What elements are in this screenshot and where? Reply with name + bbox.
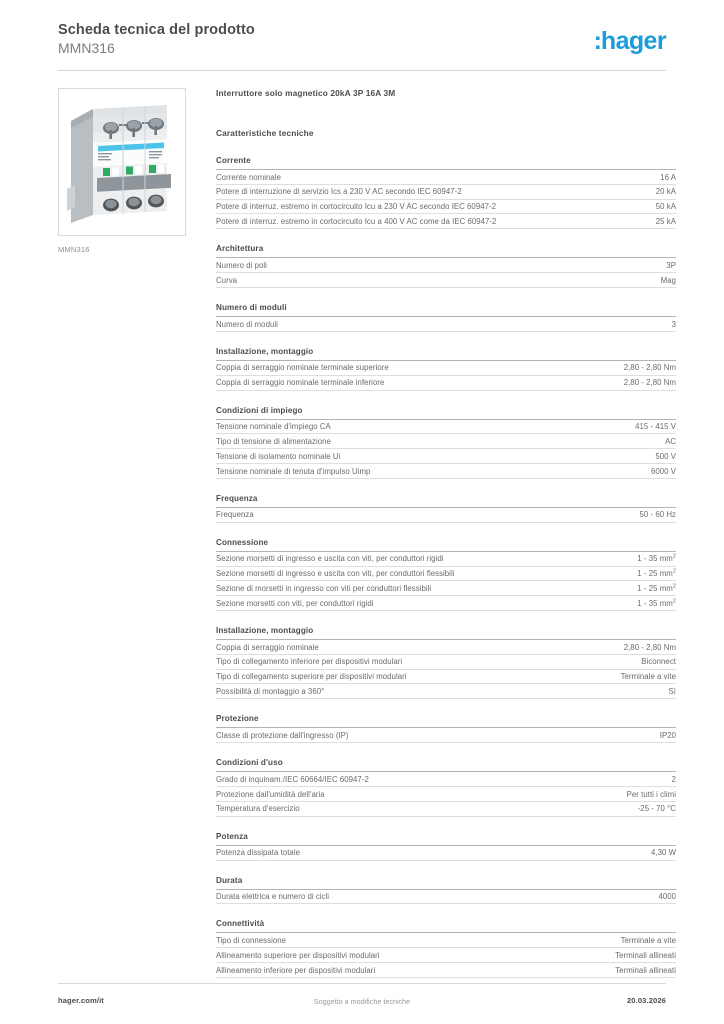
spec-value: Terminali allineati [547, 963, 676, 978]
spec-label: Curva [216, 273, 547, 288]
spec-label: Corrente nominale [216, 170, 547, 184]
spec-groups [216, 156, 676, 978]
spec-value: Terminale a vite [547, 669, 676, 684]
table-row [216, 184, 676, 199]
table-row [216, 566, 676, 581]
table-row [216, 772, 676, 786]
spec-label: Coppia di serraggio nominale [216, 640, 547, 654]
table-row [216, 787, 676, 802]
spec-table [216, 317, 676, 332]
table-row [216, 684, 676, 699]
spec-label: Numero di poli [216, 258, 547, 272]
logo-wordmark: hager [600, 27, 666, 55]
spec-table [216, 772, 676, 816]
spec-value: Biconnect [547, 654, 676, 669]
spec-value: 2,80 - 2,80 Nm [547, 640, 676, 654]
table-row [216, 552, 676, 566]
spec-value: 2,80 - 2,80 Nm [547, 361, 676, 375]
spec-group [216, 626, 676, 699]
spec-label: Classe di protezione dall'ingresso (IP) [216, 728, 547, 742]
table-row [216, 214, 676, 229]
spec-value: 1 - 25 $mm^2$ [547, 581, 676, 596]
table-row [216, 273, 676, 288]
spec-label: Allineamento superiore per dispositivi modulari [216, 948, 547, 963]
spec-group-title: Corrente [216, 156, 676, 170]
spec-group [216, 832, 676, 861]
spec-value: 500 V [547, 449, 676, 464]
product-reference: MMN316 [58, 40, 115, 56]
spec-label: Sezione morsetti con viti, per conduttori rigidi [216, 596, 547, 611]
title-block [58, 22, 255, 57]
spec-table [216, 890, 676, 905]
spec-group-title: Connettività [216, 919, 676, 933]
spec-label: Grado di inquinam./IEC 60664/IEC 60947-2 [216, 772, 547, 786]
spec-value: 3 [547, 317, 676, 331]
spec-value: 4000 [547, 890, 676, 904]
table-row [216, 581, 676, 596]
spec-group-title: Protezione [216, 714, 676, 728]
spec-label: Coppia di serraggio nominale terminale superiore [216, 361, 547, 375]
spec-label: Frequenza [216, 508, 547, 522]
spec-value: 25 kA [547, 214, 676, 229]
spec-label: Potere di interruzione di servizio Ics a 230 V AC secondo IEC 60947-2 [216, 184, 547, 199]
spec-content [216, 88, 676, 993]
spec-group [216, 406, 676, 479]
table-row [216, 640, 676, 654]
spec-label: Temperatura d'esercizio [216, 801, 547, 816]
spec-label: Potere di interruz. estremo in cortocircuito Icu a 230 V AC secondo IEC 60947-2 [216, 199, 547, 214]
spec-label: Tensione di isolamento nominale Ui [216, 449, 547, 464]
table-row [216, 317, 676, 331]
spec-table [216, 933, 676, 977]
footer-date: 20.03.2026 [626, 996, 666, 1005]
spec-group [216, 494, 676, 523]
spec-label: Tensione nominale di tenuta d'impulso Uimp [216, 464, 547, 479]
table-row [216, 948, 676, 963]
spec-label: Numero di moduli [216, 317, 547, 331]
table-row [216, 508, 676, 522]
table-row [216, 258, 676, 272]
spec-value: 2,80 - 2,80 Nm [547, 375, 676, 390]
spec-value: 16 A [547, 170, 676, 184]
spec-group-title: Numero di moduli [216, 303, 676, 317]
table-row [216, 846, 676, 860]
spec-group-title: Condizioni di impiego [216, 406, 676, 420]
spec-group-title: Condizioni d'uso [216, 758, 676, 772]
product-image-caption: MMN316 [58, 245, 90, 254]
spec-value: -25 - 70 °C [547, 801, 676, 816]
spec-table [216, 552, 676, 611]
spec-group-title: Frequenza [216, 494, 676, 508]
superscript-two: 2 [672, 553, 676, 560]
spec-label: Tipo di collegamento inferiore per dispositivi modulari [216, 654, 547, 669]
spec-label: Potere di interruz. estremo in cortocircuito Icu a 400 V AC come da IEC 60947-2 [216, 214, 547, 229]
footer-divider [58, 983, 666, 984]
spec-value: 3P [547, 258, 676, 272]
spec-group-title: Connessione [216, 538, 676, 552]
spec-label: Tipo di connessione [216, 933, 547, 947]
spec-value: Sì [547, 684, 676, 699]
spec-label: Sezione morsetti di ingresso e uscita con viti, per conduttori flessibili [216, 566, 547, 581]
page-footer [58, 996, 666, 1010]
header-divider [58, 70, 666, 71]
spec-table [216, 170, 676, 229]
table-row [216, 434, 676, 449]
table-row [216, 669, 676, 684]
logo-colon: : [593, 27, 601, 55]
spec-group [216, 919, 676, 977]
spec-label: Protezione dall'umidità dell'aria [216, 787, 547, 802]
spec-table [216, 846, 676, 861]
spec-group-title: Durata [216, 876, 676, 890]
spec-value: 1 - 35 $mm^2$ [547, 596, 676, 611]
spec-label: Tipo di collegamento superiore per dispositivi modulari [216, 669, 547, 684]
table-row [216, 199, 676, 214]
table-row [216, 933, 676, 947]
spec-group-title: Installazione, montaggio [216, 626, 676, 640]
spec-group [216, 714, 676, 743]
table-row [216, 170, 676, 184]
table-row [216, 361, 676, 375]
spec-value: Terminale a vite [547, 933, 676, 947]
spec-value: 1 - 35 $mm^2$ [547, 552, 676, 566]
spec-table [216, 508, 676, 523]
hager-logo [594, 28, 666, 54]
spec-group [216, 156, 676, 229]
spec-label: Tensione nominale d'impiego CA [216, 420, 547, 434]
table-row [216, 890, 676, 904]
spec-group [216, 538, 676, 611]
specs-heading: Caratteristiche tecniche [216, 128, 314, 138]
table-row [216, 375, 676, 390]
spec-label: Potenza dissipata totale [216, 846, 547, 860]
table-row [216, 449, 676, 464]
spec-value: Mag [547, 273, 676, 288]
superscript-two: 2 [672, 583, 676, 590]
spec-group [216, 244, 676, 288]
spec-group [216, 347, 676, 391]
superscript-two: 2 [672, 598, 676, 605]
spec-label: Possibilità di montaggio a 360° [216, 684, 547, 699]
table-row [216, 420, 676, 434]
spec-group [216, 303, 676, 332]
superscript-two: 2 [672, 568, 676, 575]
footer-website-link[interactable]: hager.com/it [58, 996, 104, 1005]
spec-group-title: Architettura [216, 244, 676, 258]
table-row [216, 654, 676, 669]
spec-label: Tipo di tensione di alimentazione [216, 434, 547, 449]
product-image-frame [58, 88, 186, 236]
spec-value: 415 - 415 V [547, 420, 676, 434]
spec-value: 2 [547, 772, 676, 786]
spec-value: 50 kA [547, 199, 676, 214]
spec-label: Sezione di morsetti in ingresso con viti per conduttori flessibili [216, 581, 547, 596]
table-row [216, 801, 676, 816]
spec-table [216, 728, 676, 743]
table-row [216, 464, 676, 479]
spec-group-title: Installazione, montaggio [216, 347, 676, 361]
spec-value: 1 - 25 $mm^2$ [547, 566, 676, 581]
product-description: Interruttore solo magnetico 20kA 3P 16A 3M [216, 88, 396, 98]
spec-table [216, 640, 676, 699]
table-row [216, 596, 676, 611]
spec-value: Per tutti i climi [547, 787, 676, 802]
spec-value: IP20 [547, 728, 676, 742]
spec-label: Durata elettrica e numero di cicli [216, 890, 547, 904]
spec-value: AC [547, 434, 676, 449]
spec-table [216, 420, 676, 479]
spec-value: Terminali allineati [547, 948, 676, 963]
spec-value: 20 kA [547, 184, 676, 199]
spec-label: Sezione morsetti di ingresso e uscita con viti, per conduttori rigidi [216, 552, 547, 566]
product-figure [58, 88, 186, 254]
spec-label: Coppia di serraggio nominale terminale inferiore [216, 375, 547, 390]
spec-group-title: Potenza [216, 832, 676, 846]
table-row [216, 963, 676, 978]
spec-group [216, 876, 676, 905]
spec-value: 6000 V [547, 464, 676, 479]
footer-disclaimer: Soggetto a modifiche tecniche [313, 997, 411, 1006]
spec-table [216, 361, 676, 391]
circuit-breaker-icon [67, 95, 179, 227]
spec-label: Allineamento inferiore per dispositivi modulari [216, 963, 547, 978]
spec-value: 4,30 W [547, 846, 676, 860]
page-header [58, 22, 666, 70]
spec-table [216, 258, 676, 288]
spec-group [216, 758, 676, 816]
table-row [216, 728, 676, 742]
page-title: Scheda tecnica del prodotto [58, 22, 255, 38]
spec-value: 50 - 60 Hz [547, 508, 676, 522]
